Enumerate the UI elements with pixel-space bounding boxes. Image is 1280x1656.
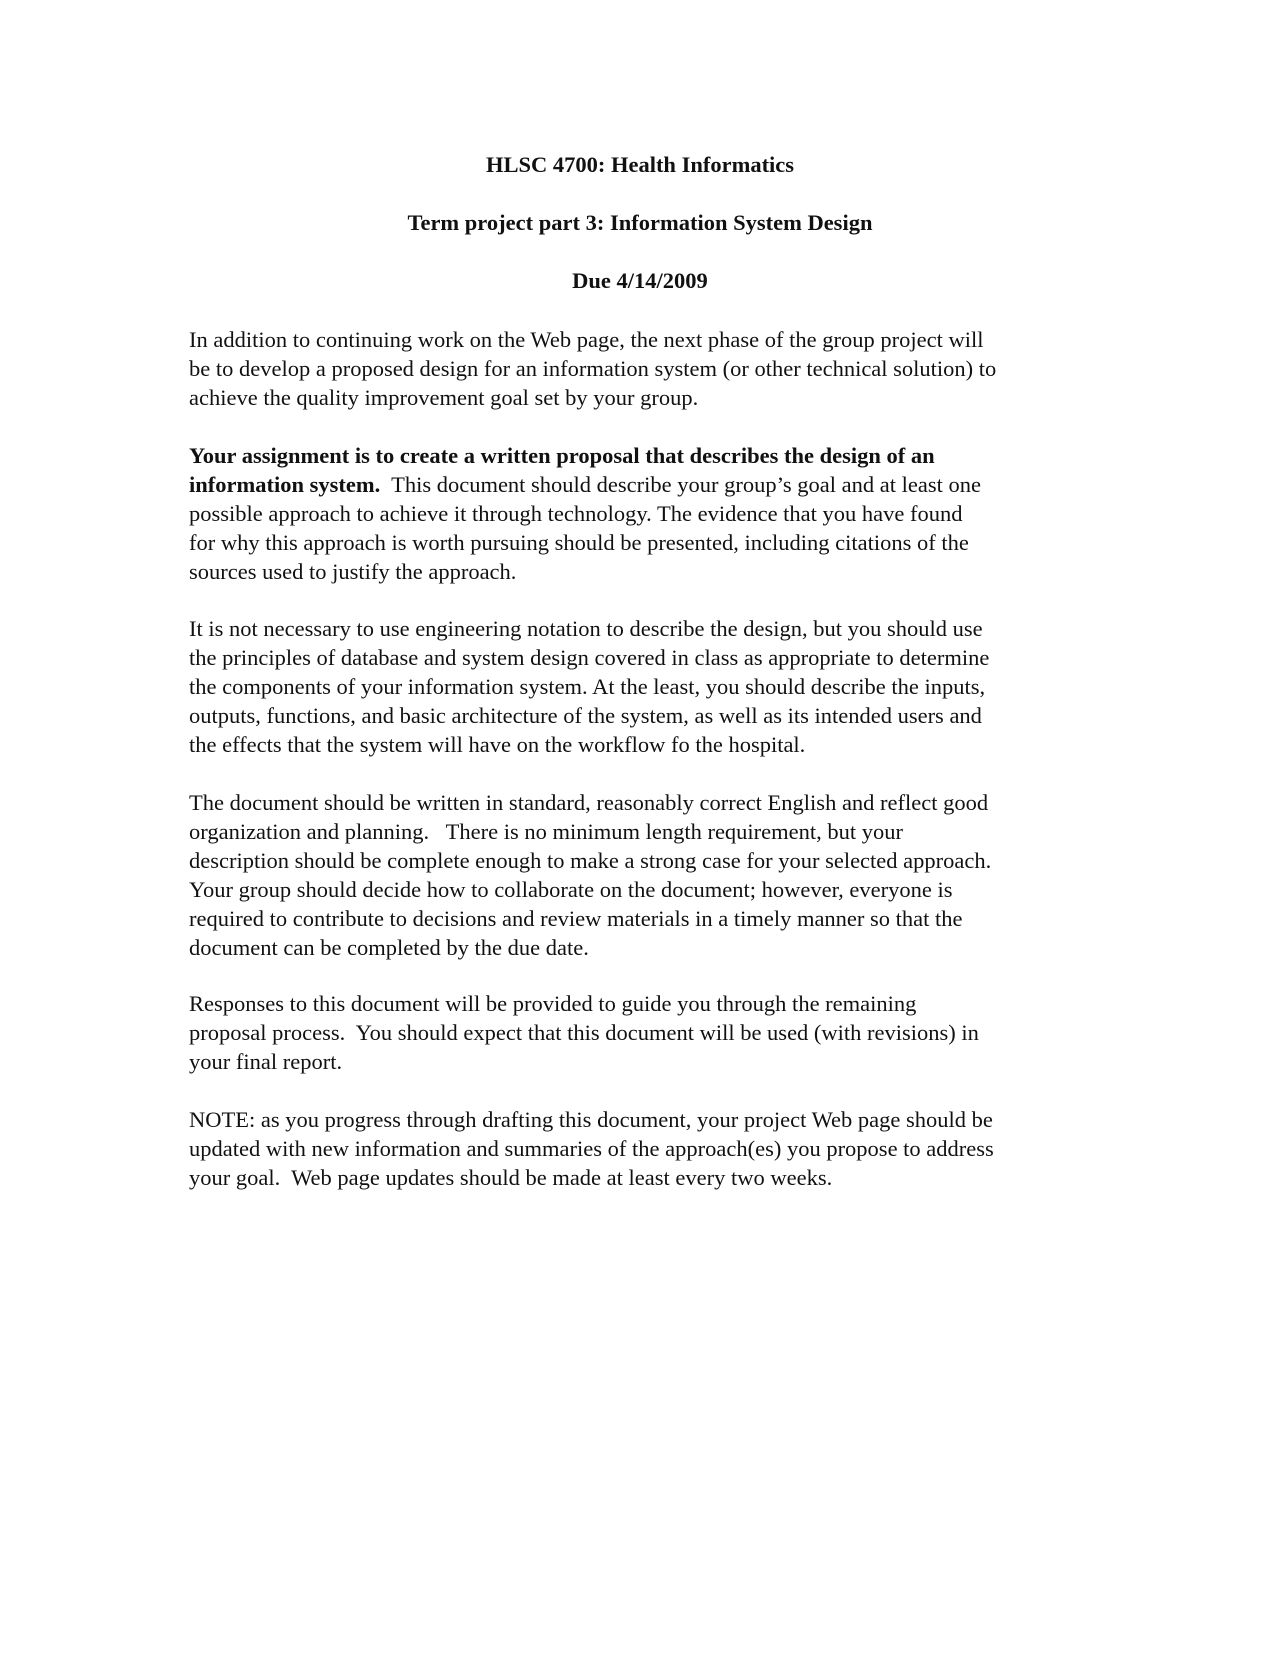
- paragraph-note: [189, 1105, 1109, 1192]
- paragraph-line: proposal process. You should expect that this document will be used (with revisions) in: [189, 1020, 979, 1045]
- paragraph-line: for why this approach is worth pursuing should be presented, including citations of the: [189, 530, 969, 555]
- paragraph-line: updated with new information and summaries of the approach(es) you propose to address: [189, 1136, 994, 1161]
- assignment-bold-text: information system.: [189, 472, 381, 497]
- assignment-text: This document should describe your group’s goal and at least one: [380, 472, 981, 497]
- paragraph-line: your final report.: [189, 1049, 343, 1074]
- paragraph-line: description should be complete enough to make a strong case for your selected approach.: [189, 848, 992, 873]
- project-title: Term project part 3: Information System Design: [407, 210, 873, 235]
- paragraph-line: required to contribute to decisions and review materials in a timely manner so that the: [189, 906, 963, 931]
- paragraph-line: It is not necessary to use engineering notation to describe the design, but you should use: [189, 616, 983, 641]
- paragraph-line: the principles of database and system design covered in class as appropriate to determine: [189, 645, 990, 670]
- paragraph-design-notation: [189, 614, 1109, 759]
- paragraph-line: the effects that the system will have on the workflow fo the hospital.: [189, 732, 806, 757]
- paragraph-introduction: [189, 325, 1109, 412]
- paragraph-line: In addition to continuing work on the Web page, the next phase of the group project will: [189, 327, 984, 352]
- paragraph-line: achieve the quality improvement goal set by your group.: [189, 385, 699, 410]
- paragraph-line: Your group should decide how to collaborate on the document; however, everyone is: [189, 877, 953, 902]
- course-title: HLSC 4700: Health Informatics: [485, 152, 795, 177]
- assignment-bold-line: Your assignment is to create a written proposal that describes the design of an: [189, 443, 935, 468]
- paragraph-line: sources used to justify the approach.: [189, 559, 517, 584]
- paragraph-line: The document should be written in standard, reasonably correct English and reflect good: [189, 790, 989, 815]
- paragraph-line: [189, 470, 1109, 499]
- paragraph-assignment: [189, 441, 1109, 586]
- paragraph-line: the components of your information system. At the least, you should describe the inputs,: [189, 674, 986, 699]
- paragraph-line: NOTE: as you progress through drafting this document, your project Web page should be: [189, 1107, 993, 1132]
- due-date: Due 4/14/2009: [572, 268, 708, 293]
- paragraph-line: organization and planning. There is no minimum length requirement, but your: [189, 819, 904, 844]
- paragraph-line: Responses to this document will be provided to guide you through the remaining: [189, 991, 917, 1016]
- paragraph-line: your goal. Web page updates should be made at least every two weeks.: [189, 1165, 833, 1190]
- paragraph-responses: [189, 989, 1109, 1076]
- paragraph-writing-requirements: [189, 788, 1109, 962]
- paragraph-line: be to develop a proposed design for an information system (or other technical solution) to: [189, 356, 997, 381]
- paragraph-line: outputs, functions, and basic architecture of the system, as well as its intended users and: [189, 703, 982, 728]
- paragraph-line: document can be completed by the due date.: [189, 935, 589, 960]
- paragraph-line: possible approach to achieve it through technology. The evidence that you have found: [189, 501, 963, 526]
